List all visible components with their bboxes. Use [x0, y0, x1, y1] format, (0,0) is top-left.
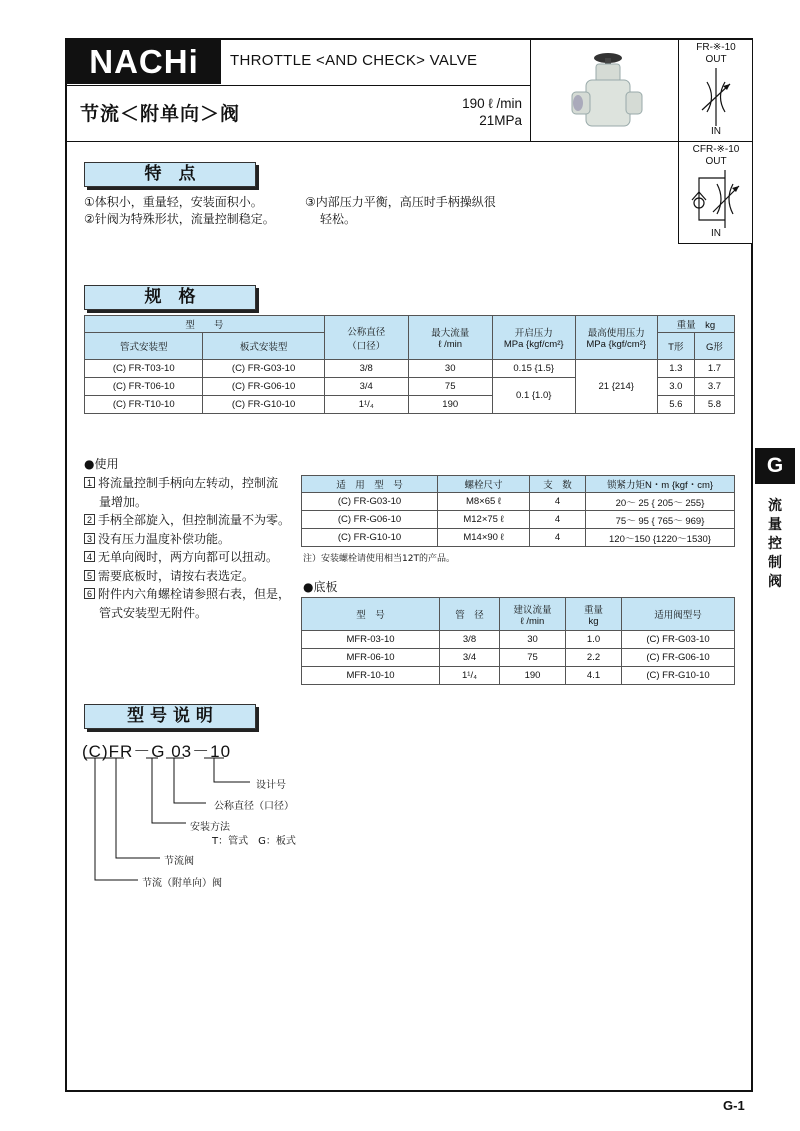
spec-header-t: T形 [657, 333, 694, 360]
table-row: (C) FR-G06-10 M12×75 ℓ 4 75～ 95 { 765～ 969} [302, 511, 735, 529]
feature-item-3: ③内部压力平衡，高压时手柄操纵很 轻松。 [305, 195, 496, 226]
usage-item-6: 6 附件内六角螺栓请参照右表，但是， [84, 585, 299, 604]
spec-table [84, 315, 735, 414]
feature-item-1: ①体积小，重量轻，安装面积小。 [84, 195, 263, 209]
symbol-out-fr: OUT [705, 54, 727, 65]
valve-product-image [560, 44, 648, 136]
spec-header-model: 型 号 [85, 316, 325, 333]
throttle-symbol-icon [696, 68, 736, 126]
spec-header-pipe: 管式安装型 [85, 333, 203, 360]
symbol-model-fr: FR-※-10 [696, 42, 736, 53]
section-tab-text: 流量控制阀 [768, 498, 782, 590]
nachi-logo: NACHi [67, 40, 221, 84]
symbol-box-fr [678, 40, 752, 142]
usage-list: 1 将流量控制手柄向左转动，控制流 量增加。 2 手柄全部旋入，但控制流量不为零。 3 没有压力温度补偿功能。 4 无单向阀时，两方向都可以扭动。 5 需要底板时，请按右表选定。 6 附件内六角螺栓请参照右表，但是， 管式安装型无附件。 [84, 474, 299, 622]
table-row: MFR-06-10 3/4 75 2.2 (C) FR-G06-10 [302, 649, 735, 667]
usage-item-2: 2 手柄全部旋入，但控制流量不为零。 [84, 511, 299, 530]
symbol-in-cfr: IN [711, 228, 721, 239]
label-mounting: 安装方法 [190, 822, 230, 833]
throttle-check-symbol-icon [689, 170, 745, 228]
features-heading: 特 点 [84, 162, 256, 187]
base-table: 型 号 管 径 建议流量 ℓ /min 重量 kg 适用阀型号 MFR-03-10 3/8 30 1.0 (C) FR-G03-10 MFR-06-10 3/4 75 2.2 (C) FR-G06-10 MFR-10-10 1¹/₄ 190 4.1 (C) FR-G10-10 [301, 597, 735, 685]
header-vertical-divider [530, 40, 531, 142]
usage-heading: ●使用 [84, 457, 119, 471]
usage-item-5: 5 需要底板时，请按右表选定。 [84, 567, 299, 586]
usage-item-1: 1 将流量控制手柄向左转动，控制流 [84, 474, 299, 493]
label-design-no: 设计号 [256, 780, 286, 791]
label-mounting-types: T：管式 G：板式 [212, 836, 296, 847]
page-number: G-1 [723, 1098, 745, 1113]
header-pressure: 21MPa [479, 113, 522, 128]
table-row: (C) FR-T06-10 (C) FR-G06-10 3/4 75 0.1 {1.0} 3.0 3.7 [85, 378, 735, 396]
symbol-model-cfr: CFR-※-10 [692, 144, 740, 155]
spec-heading: 规 格 [84, 285, 256, 310]
label-nominal-size: 公称直径（口径） [214, 801, 294, 812]
feature-item-2: ②针阀为特殊形状，流量控制稳定。 [84, 212, 275, 226]
spec-header-maxp: 最高使用压力 MPa {kgf/cm²} [575, 316, 657, 360]
usage-item-3: 3 没有压力温度补偿功能。 [84, 530, 299, 549]
spec-header-weight: 重量 kg [657, 316, 734, 333]
usage-item-4: 4 无单向阀时，两方向都可以扭动。 [84, 548, 299, 567]
spec-header-size: 公称直径 （口径） [324, 316, 408, 360]
model-code: (C)FR－G 03－10 [82, 742, 232, 761]
spec-header-plate: 板式安装型 [203, 333, 324, 360]
bolt-note: 注）安装螺栓请使用相当12T的产品。 [303, 554, 455, 564]
table-row: MFR-10-10 1¹/₄ 190 4.1 (C) FR-G10-10 [302, 667, 735, 685]
table-row: MFR-03-10 3/8 30 1.0 (C) FR-G03-10 [302, 631, 735, 649]
table-row: (C) FR-G03-10 M8×65 ℓ 4 20～ 25 { 205～ 255} [302, 493, 735, 511]
header-divider [67, 85, 530, 86]
title-chinese: 节流＜附单向＞阀 [80, 103, 241, 125]
features-list-left [84, 194, 304, 228]
symbol-in-fr: IN [711, 126, 721, 137]
label-throttle-valve: 节流阀 [164, 856, 194, 867]
model-heading: 型 号 说 明 [84, 704, 256, 729]
header-spec [420, 95, 522, 129]
bolt-table: 适 用 型 号 螺栓尺寸 支 数 锁紧力矩N・m {kgf・cm} (C) FR-G03-10 M8×65 ℓ 4 20～ 25 { 205～ 255} (C) FR-G06-10 M12×75 ℓ 4 75～ 95 { 765～ 969} (C) FR-G10-10 M14×90 ℓ 4 120～150 {1220～1530} [301, 475, 735, 547]
title-english: THROTTLE <AND CHECK> VALVE [230, 52, 478, 69]
base-heading: ●底板 [303, 580, 338, 594]
table-row: (C) FR-T03-10 (C) FR-G03-10 3/8 30 0.15 {1.5} 21 {214} 1.3 1.7 [85, 360, 735, 378]
header-flow: 190 ℓ /min [462, 96, 522, 111]
table-row: (C) FR-G10-10 M14×90 ℓ 4 120～150 {1220～1530} [302, 529, 735, 547]
symbol-out-cfr: OUT [705, 156, 727, 167]
label-throttle-check-valve: 节流（附单向）阀 [142, 878, 222, 889]
spec-header-crack: 开启压力 MPa {kgf/cm²} [492, 316, 575, 360]
spec-header-flow: 最大流量 ℓ /min [408, 316, 492, 360]
section-tab-g: G [755, 448, 795, 484]
spec-header-g: G形 [694, 333, 734, 360]
symbol-box-cfr [678, 142, 752, 244]
table-row: (C) FR-T10-10 (C) FR-G10-10 1¹/₄ 190 5.6 5.8 [85, 396, 735, 414]
